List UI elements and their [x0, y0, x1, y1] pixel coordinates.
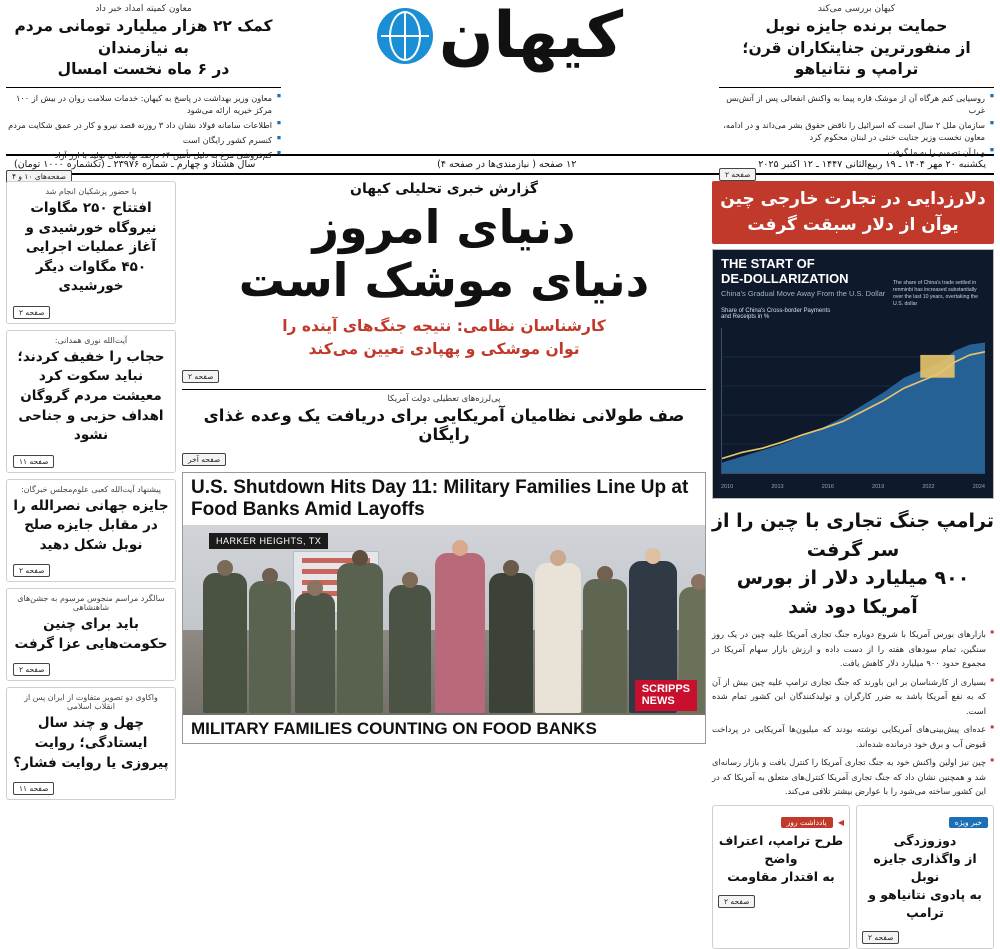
rail-title: حجاب را خفیف کردند؛ نباید سکوت کرد معیشت مردم گروگان اهداف حزبی و جناحی نشود: [17, 348, 165, 444]
kayhan-wordmark: کیهان: [438, 0, 624, 73]
page-reference[interactable]: صفحه آخر: [182, 453, 226, 466]
note-of-the-day-card[interactable]: [712, 805, 850, 949]
divider: [6, 87, 281, 88]
page-reference[interactable]: صفحه ۱۱: [13, 455, 54, 468]
page-count: ۱۲ صفحه ( نیازمندی‌ها در صفحه ۴): [437, 159, 577, 170]
arrow-icon: ◀: [837, 817, 844, 827]
masthead-logo-area: [281, 0, 719, 73]
paragraph: ◼ عده‌ای پیش‌بینی‌های آمریکایی نوشته بودند که میلیون‌ها آمریکایی در پرداخت قبوض آب و برق خود درمانده شده‌اند.: [712, 722, 994, 751]
divider: [719, 87, 994, 88]
tick-label: 2024: [972, 484, 985, 490]
note-tag: یادداشت روز: [781, 817, 833, 828]
masthead-left-title-2: از منفورترین جنایتکاران قرن؛ ترامپ و نتانیاهو: [742, 38, 971, 79]
tick-label: 2013: [771, 484, 784, 490]
rail-item-1[interactable]: [6, 330, 176, 473]
center-column: [182, 181, 706, 739]
tick-label: 2022: [922, 484, 935, 490]
rail-item-4[interactable]: [6, 687, 176, 800]
chart-title-line-1: THE START OF: [721, 256, 815, 271]
left-bottom-cards: [712, 805, 994, 949]
page-reference[interactable]: صفحه ۲: [13, 306, 50, 319]
tick-label: 2010: [721, 484, 734, 490]
bullet-item: ◼ معاون وزیر بهداشت در پاسخ به کیهان: خدمات سلامت روان در بیش از ۱۰۰ مرکز خیریه ارائه می‌شود: [6, 92, 281, 117]
brief-title-line-1: دوزوزدگی: [893, 832, 957, 848]
chart-x-tick-labels: [721, 484, 985, 490]
globe-icon: [377, 8, 433, 64]
rail-title: باید برای چنین حکومت‌هایی عزا گرفت: [14, 616, 168, 652]
paragraph: ◼ بازارهای بورس آمریکا با شروع دوباره جنگ تجاری آمریکا علیه چین در یک روز سنگین، تمام سودهای هفته را از دست داده و ارزش بازار سهام آمریکا در مجموع حدود ۹۰۰ میلیارد دلار کاهش یافت.: [712, 627, 994, 671]
page-reference[interactable]: صفحه ۲: [718, 895, 755, 908]
right-rail: [6, 181, 176, 794]
page-reference[interactable]: صفحه ۱۱: [13, 782, 54, 795]
brief-title-line-2: از واگذاری جایزه نوبل: [873, 850, 977, 884]
chart-note: The share of China's trade settled in renminbi has increased substantially over the last 10 years, overtaking the U.S. dollar: [893, 280, 979, 308]
masthead-left-kicker: کیهان بررسی می‌کند: [817, 4, 896, 14]
left-headline-line-2: ۹۰۰ میلیارد دلار از بورس آمریکا دود شد: [736, 567, 970, 618]
lead-headline-line-1: دنیای امروز: [312, 200, 576, 254]
second-story-headline: صف طولانی نظامیان آمریکایی برای دریافت یک وعده غذای رایگان: [203, 406, 685, 445]
left-banner-line-2: یوآن از دلار سبقت گرفت: [747, 214, 959, 235]
main-content-grid: [6, 181, 994, 943]
page-reference[interactable]: صفحه ۲: [719, 168, 756, 181]
left-headline-line-1: ترامپ جنگ تجاری با چین را از سر گرفت: [712, 510, 994, 561]
page-reference[interactable]: صفحه ۲: [13, 663, 50, 676]
brief-title-line-3: به پادوی نتانیاهو و ترامپ: [868, 887, 982, 921]
divider: [182, 389, 706, 390]
chart-plot-area: [721, 328, 985, 474]
lead-subhead-line-2: توان موشکی و پهپادی تعیین می‌کند: [308, 340, 580, 359]
masthead-left-title-1: حمایت برنده جایزه نوبل: [765, 17, 948, 35]
network-logo-line-2: NEWS: [641, 694, 675, 707]
bullet-item: ◼ کم‌فروشی مرغ به دلیل تأمین ۶۴ درصد نهاده‌های تولید با ارز آزاد: [6, 149, 281, 161]
photo-caption-bottom: MILITARY FAMILIES COUNTING ON FOOD BANKS: [183, 715, 705, 743]
note-title-line-2: به اقتدار مقاومت: [727, 868, 835, 884]
rail-title: چهل و چند سال ایستادگی؛ روایت پیروزی یا روایت فشار؟: [13, 715, 169, 771]
news-photo: [182, 472, 706, 744]
rail-kicker: سالگرد مراسم منجوس مرسوم به جشن‌های شاهنشاهی: [17, 594, 165, 613]
chart-title-line-2: DE-DOLLARIZATION: [721, 270, 849, 286]
rail-item-0[interactable]: [6, 181, 176, 324]
page-reference[interactable]: صفحه‌های ۱۰ و ۴: [6, 170, 72, 183]
paragraph: ◼ چین نیز اولین واکنش خود به جنگ تجاری آمریکا را کنترل بافت و بازار رسانه‌ای شد و همچنین نشان داد که جنگ تجاری آمریکا کنترل‌های متعلق به آمریکا که در این کشور ساخته می‌شود را با عوارض بیشتر تلافی می‌کند.: [712, 755, 994, 799]
chart-subtitle: China's Gradual Move Away From the U.S. Dollar: [721, 288, 886, 298]
left-article-body: [712, 627, 994, 799]
masthead-left-block: [719, 4, 994, 181]
special-brief-card[interactable]: [856, 805, 994, 949]
tick-label: 2016: [821, 484, 834, 490]
rail-item-3[interactable]: [6, 588, 176, 681]
rail-kicker: آیت‌الله نوری همدانی:: [54, 335, 128, 345]
brief-tag: خبر ویژه: [949, 817, 988, 828]
de-dollarization-chart: [712, 249, 994, 499]
lead-headline-line-2: دنیای موشک است: [238, 252, 650, 307]
network-logo: [635, 680, 697, 711]
masthead-right-block: [6, 4, 281, 183]
left-column: [712, 181, 994, 943]
photo-location-tag: HARKER HEIGHTS, TX: [209, 533, 328, 549]
second-story-kicker: پی‌لرزه‌های تعطیلی دولت آمریکا: [387, 394, 501, 405]
masthead-right-title-2: در ۶ ماه نخست امسال: [57, 60, 230, 79]
rail-kicker: با حضور پزشکیان انجام شد: [45, 187, 137, 196]
bullet-item: ◼ سازمان ملل ۲ سال است که اسرائیل را ناقض حقوق بشر می‌داند و در ادامه، معاون نخست وزیر جنایت خنثی در لبنان محکوم کرد: [719, 119, 994, 144]
rail-kicker: پیشنهاد آیت‌الله کعبی علوم‌مجلس خبرگان:: [20, 484, 162, 494]
masthead-right-bullets: [6, 92, 281, 161]
photo-caption-top: U.S. Shutdown Hits Day 11: Military Families Line Up at Food Banks Amid Layoffs: [183, 473, 705, 525]
issue-number: سال هشتاد و چهارم ـ شماره ۲۳۹۷۶ ـ (تکشماره ۱۰۰۰ تومان): [14, 159, 256, 170]
masthead-right-kicker: معاون کمیته امداد خبر داد: [95, 4, 192, 14]
page-reference[interactable]: صفحه ۲: [862, 931, 899, 944]
network-logo-line-1: SCRIPPS: [641, 683, 690, 696]
rail-title: افتتاح ۲۵۰ مگاوات نیروگاه خورشیدی و آغاز عملیات اجرایی ۴۵۰ مگاوات دیگر خورشیدی: [25, 200, 157, 295]
note-title-line-1: طرح ترامپ، اعتراف واضح: [718, 832, 844, 866]
rail-item-2[interactable]: [6, 479, 176, 583]
page-reference[interactable]: صفحه ۲: [13, 564, 50, 577]
masthead-left-bullets: [719, 92, 994, 158]
bullet-item: ◼ کنسرم کشور رایگان است: [6, 134, 281, 146]
paragraph: ◼ بسیاری از کارشناسان بر این باورند که جنگ تجاری ترامپ علیه چین بیش از آن که به نفع آمریکا باشد به ضرر کارگران و تولیدکنندگان این کشور تمام شده است.: [712, 675, 994, 719]
bullet-item: ◼ اطلاعات سامانه فولاد نشان داد ۳ روزنه قصد نیرو و کار در عمق شکایت مردم: [6, 119, 281, 131]
left-banner[interactable]: [712, 181, 994, 244]
rail-kicker: واکاوی دو تصویر متفاوت از ایران پس از انقلاب اسلامی: [24, 693, 158, 712]
page-reference[interactable]: صفحه ۲: [182, 370, 219, 383]
bullet-item: ◼ روسیایی کنم هرگاه آن از موشک قاره پیما به واکنش انفعالی پس از آتش‌بس غرب: [719, 92, 994, 117]
bullet-item: ◼ و با آن تصمیم را به ما گرفت: [719, 146, 994, 158]
left-banner-line-1: دلارزدایی در تجارت خارجی چین: [720, 189, 986, 209]
chart-axis-label: Share of China's Cross-border Payments and Receipts in %: [721, 308, 831, 320]
masthead-right-title-1: کمک ۲۲ هزار میلیارد تومانی مردم به نیازمندان: [14, 17, 273, 57]
rail-title: جایزه جهانی نصرالله را در مقابل جایزه صلح نوبل شکل دهید: [13, 497, 169, 553]
lead-subhead-line-1: کارشناسان نظامی: نتیجه جنگ‌های آینده را: [282, 316, 606, 335]
tick-label: 2019: [872, 484, 885, 490]
issue-date: یکشنبه ۲۰ مهر ۱۴۰۴ ـ ۱۹ ربیع‌الثانی ۱۴۴۷ ـ ۱۲ اکتبر ۲۰۲۵: [758, 159, 986, 170]
lead-kicker: گزارش خبری تحلیلی کیهان: [350, 181, 538, 197]
